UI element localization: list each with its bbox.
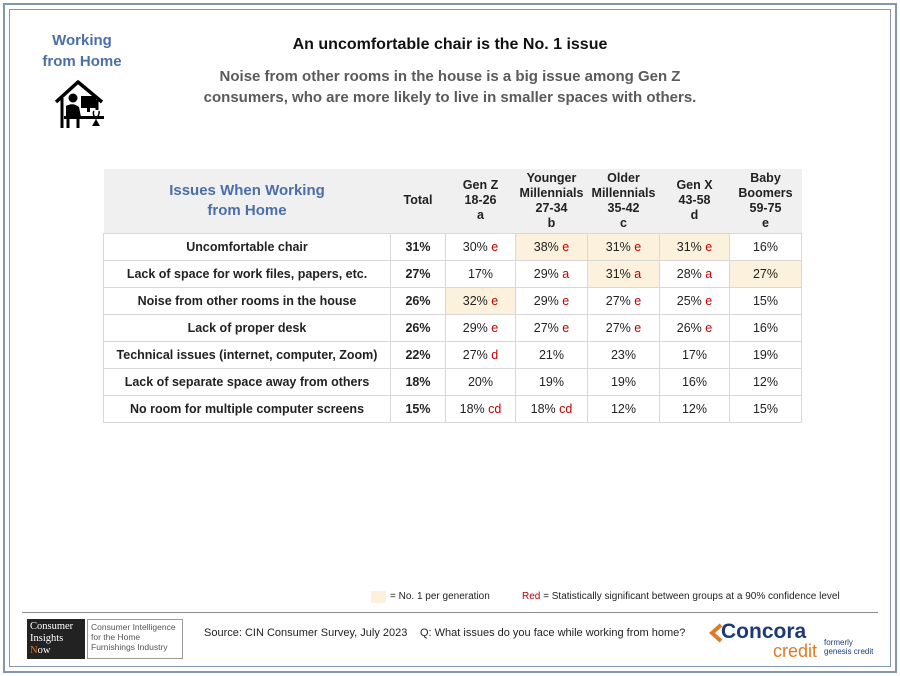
column-letter: c: [620, 215, 627, 230]
cin-logo-line1: Consumer: [30, 621, 74, 632]
generation-value-cell: [660, 341, 730, 368]
generation-value: 19%: [538, 374, 565, 389]
significance-marker: e: [705, 320, 713, 335]
generation-value: 16%: [752, 239, 779, 254]
formerly-line1: formerly: [824, 638, 853, 647]
issue-label: Uncomfortable chair: [104, 233, 391, 260]
table-row: [104, 341, 802, 368]
generation-value: 16%: [752, 320, 779, 335]
generation-value-cell: [730, 368, 802, 395]
generation-value-cell: [446, 368, 516, 395]
significance-marker: e: [562, 293, 570, 308]
total-value: 18%: [391, 368, 446, 395]
generation-value-cell: [446, 233, 516, 260]
generation-value-cell: [516, 395, 588, 422]
generation-value: 29%: [533, 293, 559, 308]
table-row: [104, 314, 802, 341]
significance-marker: e: [562, 239, 570, 254]
significance-marker: e: [562, 320, 570, 335]
cin-tagline: Consumer Intelligence for the Home Furnishings Industry: [87, 619, 183, 659]
generation-value-cell: [660, 395, 730, 422]
gen-z-column-header: [446, 169, 516, 233]
column-range: 27-34: [535, 200, 568, 215]
generation-value-cell: [730, 314, 802, 341]
significance-marker: e: [491, 293, 499, 308]
column-name-line1: Older: [607, 170, 640, 185]
significance-marker: d: [491, 347, 499, 362]
significance-marker: e: [634, 239, 642, 254]
generation-value-cell: [660, 314, 730, 341]
table-row: [104, 395, 802, 422]
generation-value: 38%: [533, 239, 559, 254]
issue-header-line1: Issues When Working: [169, 181, 325, 199]
column-name-line2: Gen X: [676, 178, 713, 193]
total-value: 22%: [391, 341, 446, 368]
total-column-header: Total: [391, 169, 446, 233]
total-value: 31%: [391, 233, 446, 260]
table-row: [104, 287, 802, 314]
generation-value: 12%: [752, 374, 779, 389]
section-title: [30, 30, 134, 72]
older-millennials-column-header: [588, 169, 660, 233]
issues-table: [103, 169, 802, 423]
column-name-line1: Younger: [526, 170, 577, 185]
generation-value: 27%: [605, 293, 631, 308]
generation-value-cell: [446, 395, 516, 422]
generation-value: 18%: [530, 401, 556, 416]
generation-value: 31%: [676, 239, 702, 254]
legend-red-word: Red: [522, 591, 541, 602]
generation-value: 26%: [676, 320, 702, 335]
issue-label: Technical issues (internet, computer, Zoom): [104, 341, 391, 368]
significance-marker: e: [705, 239, 713, 254]
significance-marker: e: [634, 293, 642, 308]
generation-value-cell: [446, 314, 516, 341]
column-letter: a: [477, 208, 484, 223]
generation-value-cell: [588, 233, 660, 260]
subheadline: [180, 66, 720, 108]
generation-value: 18%: [459, 401, 485, 416]
younger-millennials-column-header: [516, 169, 588, 233]
section-title-line1: Working: [52, 32, 112, 49]
generation-value: 29%: [533, 266, 559, 281]
generation-value-cell: [516, 341, 588, 368]
significance-marker: e: [634, 320, 642, 335]
generation-value-cell: [588, 260, 660, 287]
generation-value: 12%: [681, 401, 708, 416]
generation-value: 17%: [467, 266, 494, 281]
generation-value-cell: [730, 260, 802, 287]
section-title-line2: from Home: [42, 53, 122, 70]
generation-value: 29%: [462, 320, 488, 335]
issue-label: No room for multiple computer screens: [104, 395, 391, 422]
column-name-line2: Gen Z: [462, 178, 499, 193]
generation-value-cell: [446, 341, 516, 368]
issues-table-body: [104, 233, 802, 422]
column-range: 35-42: [607, 200, 640, 215]
issue-label: Lack of proper desk: [104, 314, 391, 341]
baby-boomers-column-header: [730, 169, 802, 233]
generation-value-cell: [660, 260, 730, 287]
footer-divider: [22, 612, 878, 613]
generation-value-cell: [516, 368, 588, 395]
generation-value: 15%: [752, 293, 779, 308]
generation-value: 12%: [610, 401, 637, 416]
table-row: [104, 368, 802, 395]
generation-value-cell: [588, 395, 660, 422]
generation-value-cell: [516, 260, 588, 287]
issue-label: Lack of space for work files, papers, etc.: [104, 260, 391, 287]
issue-label: Lack of separate space away from others: [104, 368, 391, 395]
column-name-line2: Millennials: [591, 185, 656, 200]
gen-x-column-header: [660, 169, 730, 233]
generation-value-cell: [588, 314, 660, 341]
generation-value-cell: [730, 233, 802, 260]
generation-value-cell: [660, 287, 730, 314]
generation-value-cell: [660, 233, 730, 260]
issue-header-line2: from Home: [207, 201, 287, 219]
column-letter: e: [762, 215, 769, 230]
generation-value: 27%: [462, 347, 488, 362]
column-range: 43-58: [678, 193, 711, 208]
generation-value-cell: [660, 368, 730, 395]
legend-highlight-label: = No. 1 per generation: [390, 591, 490, 602]
generation-value: 27%: [533, 320, 559, 335]
significance-marker: a: [705, 266, 713, 281]
generation-value: 21%: [538, 347, 565, 362]
table-row: [104, 233, 802, 260]
column-letter: b: [547, 215, 556, 230]
column-name-line1: Baby: [750, 170, 781, 185]
generation-value: 27%: [752, 266, 779, 281]
concora-name: Concora: [721, 620, 807, 643]
significance-marker: cd: [559, 401, 573, 416]
issue-column-header: [104, 169, 391, 233]
column-range: 59-75: [749, 200, 782, 215]
generation-value: 23%: [610, 347, 637, 362]
cin-logo: [27, 619, 85, 659]
generation-value: 28%: [676, 266, 702, 281]
generation-value: 32%: [462, 293, 488, 308]
table-row: [104, 260, 802, 287]
significance-marker: e: [491, 320, 499, 335]
generation-value: 16%: [681, 374, 708, 389]
generation-value-cell: [446, 287, 516, 314]
cin-logo-ow: ow: [37, 645, 51, 656]
significance-marker: e: [491, 239, 499, 254]
concora-logo: [713, 620, 819, 660]
subheadline-line2: consumers, who are more likely to live in smaller spaces with others.: [203, 89, 697, 106]
total-value: 27%: [391, 260, 446, 287]
total-value: 15%: [391, 395, 446, 422]
column-range: 18-26: [464, 193, 497, 208]
generation-value-cell: [588, 368, 660, 395]
generation-value-cell: [730, 341, 802, 368]
significance-marker: cd: [488, 401, 502, 416]
generation-value-cell: [588, 287, 660, 314]
issue-label: Noise from other rooms in the house: [104, 287, 391, 314]
generation-value: 15%: [752, 401, 779, 416]
table-header-row: [104, 169, 802, 233]
generation-value-cell: [730, 395, 802, 422]
cin-logo-n: N: [30, 645, 38, 656]
column-name-line2: Millennials: [519, 185, 584, 200]
generation-value-cell: [516, 314, 588, 341]
headline: An uncomfortable chair is the No. 1 issue: [292, 36, 608, 53]
generation-value-cell: [516, 233, 588, 260]
generation-value: 17%: [681, 347, 708, 362]
formerly-note: [824, 638, 873, 656]
generation-value: 30%: [462, 239, 488, 254]
total-value: 26%: [391, 314, 446, 341]
generation-value: 19%: [752, 347, 779, 362]
generation-value: 20%: [467, 374, 494, 389]
significance-marker: a: [634, 266, 642, 281]
person-at-computer-house-icon: [52, 76, 108, 130]
generation-value-cell: [588, 341, 660, 368]
generation-value-cell: [516, 287, 588, 314]
total-value: 26%: [391, 287, 446, 314]
generation-value-cell: [446, 260, 516, 287]
column-name-line2: Boomers: [738, 185, 793, 200]
generation-value: 19%: [610, 374, 637, 389]
source-note: Source: CIN Consumer Survey, July 2023: [204, 627, 408, 639]
survey-question: Q: What issues do you face while working from home?: [420, 627, 686, 639]
significance-marker: e: [705, 293, 713, 308]
generation-value: 25%: [676, 293, 702, 308]
column-letter: d: [690, 208, 699, 223]
legend-highlight-swatch: [371, 591, 386, 603]
cin-logo-line3: [30, 645, 82, 657]
generation-value: 31%: [605, 266, 631, 281]
formerly-line2: genesis credit: [824, 647, 874, 656]
generation-value-cell: [730, 287, 802, 314]
legend-significance: [522, 591, 840, 602]
cin-logo-line2: Insights: [30, 633, 64, 644]
generation-value: 31%: [605, 239, 631, 254]
subheadline-line1: Noise from other rooms in the house is a big issue among Gen Z: [219, 68, 681, 85]
legend-significance-label: = Statistically significant between groups at a 90% confidence level: [540, 591, 840, 602]
concora-credit: credit: [772, 641, 817, 661]
generation-value: 27%: [605, 320, 631, 335]
significance-marker: a: [562, 266, 570, 281]
